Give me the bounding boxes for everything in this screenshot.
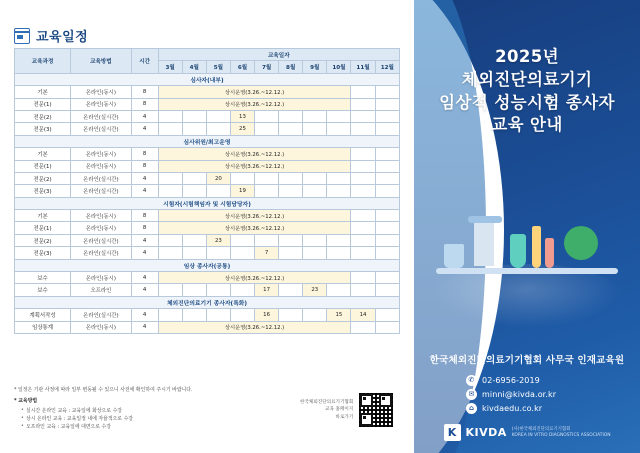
empty-cell	[351, 110, 375, 122]
hours-cell: 4	[131, 172, 158, 184]
hours-cell: 4	[131, 247, 158, 259]
hours-cell: 4	[131, 284, 158, 296]
empty-cell	[351, 160, 375, 172]
table-row	[15, 185, 400, 197]
empty-cell	[375, 86, 399, 98]
empty-cell	[206, 123, 230, 135]
table-row	[15, 247, 400, 259]
empty-cell	[375, 234, 399, 246]
empty-cell	[255, 172, 279, 184]
empty-cell	[182, 284, 206, 296]
contact-text: minni@kivda.or.kr	[482, 390, 557, 399]
empty-cell	[375, 210, 399, 222]
table-row	[15, 210, 400, 222]
kivda-name: KIVDA	[465, 426, 507, 439]
section-title: 심사위원/최고운영	[15, 135, 400, 147]
empty-cell	[351, 98, 375, 110]
empty-cell	[303, 309, 327, 321]
qr-caption-line: 교육 홈페이지	[325, 407, 354, 413]
empty-cell	[375, 185, 399, 197]
contact-block	[414, 352, 640, 417]
footnote-title: * 교육방법	[14, 398, 38, 405]
col-dates-group: 교육일자	[158, 49, 399, 61]
empty-cell	[375, 123, 399, 135]
cover-title-line-3: 임상적 성능시험 종사자	[439, 92, 615, 112]
course-cell: 보수	[15, 284, 71, 296]
qr-caption	[300, 399, 353, 420]
table-body	[15, 73, 400, 333]
hours-cell: 4	[131, 110, 158, 122]
section-title: 심사자(내부)	[15, 73, 400, 85]
kivda-mark-icon: K	[444, 424, 461, 441]
empty-cell	[351, 148, 375, 160]
hours-cell: 4	[131, 321, 158, 333]
date-cell: 13	[230, 110, 254, 122]
col-course: 교육과정	[15, 49, 71, 74]
table-row	[15, 86, 400, 98]
course-cell: 계획서작성	[15, 309, 71, 321]
table-row	[15, 272, 400, 284]
empty-cell	[279, 284, 303, 296]
empty-cell	[182, 185, 206, 197]
date-cell: 16	[255, 309, 279, 321]
course-cell: 임상통계	[15, 321, 71, 333]
month-header-5: 7월	[255, 61, 279, 73]
contact-line[interactable]	[466, 403, 640, 414]
hours-cell: 8	[131, 148, 158, 160]
qr-block[interactable]	[300, 392, 394, 428]
section-title: 체외진단의료기기 종사자(특화)	[15, 296, 400, 308]
date-cell: 23	[206, 234, 230, 246]
contact-lines	[414, 375, 640, 414]
method-cell: 온라인(동시)	[71, 272, 132, 284]
cover-title-line-1: 2025년	[495, 47, 559, 66]
month-header-1: 3월	[158, 61, 182, 73]
date-cell: 17	[255, 284, 279, 296]
empty-cell	[182, 123, 206, 135]
table-row	[15, 234, 400, 246]
contact-text: 02-6956-2019	[482, 376, 540, 385]
table-head	[15, 49, 400, 74]
method-cell: 온라인(실시간)	[71, 172, 132, 184]
empty-cell	[158, 234, 182, 246]
hours-cell: 8	[131, 86, 158, 98]
hours-cell: 4	[131, 272, 158, 284]
month-header-7: 9월	[303, 61, 327, 73]
month-header-8: 10월	[327, 61, 351, 73]
date-cell: 15	[327, 309, 351, 321]
empty-cell	[158, 309, 182, 321]
col-method: 교육방법	[71, 49, 132, 74]
method-cell: 온라인(실시간)	[71, 185, 132, 197]
cover-panel	[414, 0, 640, 453]
empty-cell	[375, 309, 399, 321]
qr-eye	[379, 394, 392, 407]
tube-shape	[545, 238, 554, 268]
empty-cell	[303, 247, 327, 259]
empty-cell	[230, 309, 254, 321]
col-hours: 시간	[131, 49, 158, 74]
table-row	[15, 148, 400, 160]
kivda-subtitle	[512, 427, 611, 438]
month-header-9: 11월	[351, 61, 375, 73]
empty-cell	[327, 247, 351, 259]
empty-cell	[182, 309, 206, 321]
table-row	[15, 110, 400, 122]
hours-cell: 8	[131, 160, 158, 172]
method-cell: 온라인(동시)	[71, 148, 132, 160]
empty-cell	[255, 185, 279, 197]
course-cell: 기본	[15, 86, 71, 98]
empty-cell	[375, 148, 399, 160]
empty-cell	[303, 123, 327, 135]
section-row	[15, 73, 400, 85]
method-cell: 온라인(실시간)	[71, 309, 132, 321]
hours-cell: 4	[131, 123, 158, 135]
empty-cell	[351, 210, 375, 222]
schedule-header	[14, 26, 88, 45]
method-cell: 온라인(동시)	[71, 321, 132, 333]
mail-icon: ✉	[466, 389, 477, 400]
course-cell: 전문(2)	[15, 172, 71, 184]
molecule-shape	[564, 226, 598, 260]
method-cell: 온라인(동시)	[71, 222, 132, 234]
empty-cell	[279, 185, 303, 197]
empty-cell	[375, 272, 399, 284]
course-cell: 기본	[15, 148, 71, 160]
course-cell: 전문(3)	[15, 123, 71, 135]
cover-title-line-4: 교육 안내	[491, 115, 563, 135]
empty-cell	[230, 284, 254, 296]
table-row	[15, 160, 400, 172]
calendar-icon	[14, 28, 30, 44]
empty-cell	[279, 123, 303, 135]
date-cell: 7	[255, 247, 279, 259]
course-cell: 기본	[15, 210, 71, 222]
empty-cell	[327, 284, 351, 296]
month-header-10: 12월	[375, 61, 399, 73]
empty-cell	[351, 247, 375, 259]
microscope-shape	[474, 220, 494, 266]
tube-shape	[532, 226, 541, 268]
empty-cell	[206, 284, 230, 296]
empty-cell	[230, 247, 254, 259]
footnote-list	[14, 407, 264, 431]
table-row	[15, 321, 400, 333]
empty-cell	[279, 247, 303, 259]
empty-cell	[279, 110, 303, 122]
empty-cell	[375, 172, 399, 184]
cover-title	[414, 46, 640, 137]
method-cell: 온라인(실시간)	[71, 234, 132, 246]
month-header-4: 6월	[230, 61, 254, 73]
method-cell: 오프라인	[71, 284, 132, 296]
empty-cell	[303, 234, 327, 246]
empty-cell	[375, 222, 399, 234]
empty-cell	[351, 234, 375, 246]
schedule-table	[14, 48, 400, 334]
empty-cell	[158, 172, 182, 184]
microscope-arm	[468, 216, 502, 223]
empty-cell	[303, 185, 327, 197]
empty-cell	[303, 172, 327, 184]
empty-cell	[351, 185, 375, 197]
empty-cell	[255, 110, 279, 122]
empty-cell	[375, 247, 399, 259]
empty-cell	[279, 234, 303, 246]
empty-cell	[158, 284, 182, 296]
qr-code-icon[interactable]	[358, 392, 394, 428]
empty-cell	[351, 86, 375, 98]
organization-name: 한국체외진단의료기기협회 사무국 인재교육원	[429, 355, 625, 366]
empty-cell	[182, 234, 206, 246]
course-cell: 보수	[15, 272, 71, 284]
course-cell: 전문(1)	[15, 160, 71, 172]
method-cell: 온라인(동시)	[71, 160, 132, 172]
empty-cell	[279, 309, 303, 321]
footnote-item: • 상시 온라인 교육 : 교육일정 내에 자율적으로 수강	[21, 415, 264, 423]
empty-cell	[351, 172, 375, 184]
method-cell: 온라인(실시간)	[71, 247, 132, 259]
flask-shape	[510, 234, 526, 268]
empty-cell	[375, 321, 399, 333]
kivda-logo	[414, 424, 640, 441]
contact-line[interactable]	[466, 389, 640, 400]
course-cell: 전문(1)	[15, 222, 71, 234]
section-row	[15, 259, 400, 271]
footnote-notice: * 일정은 기관 사정에 따라 일부 변동될 수 있으니 사전에 확인하여 주시기 바랍니다.	[14, 387, 193, 393]
empty-cell	[375, 284, 399, 296]
table-row	[15, 222, 400, 234]
beaker-shape	[444, 244, 464, 268]
footnote-item: • 실시간 온라인 교육 : 교육일에 화상으로 수강	[21, 407, 264, 415]
table-row	[15, 284, 400, 296]
availability-note: 상시운영(3.26.~12.12.)	[158, 210, 351, 222]
empty-cell	[375, 160, 399, 172]
kivda-subtitle-line: (사)한국체외진단의료기기협회	[511, 426, 571, 432]
date-cell: 20	[206, 172, 230, 184]
qr-caption-line: 바로가기	[335, 414, 354, 420]
empty-cell	[206, 247, 230, 259]
empty-cell	[255, 234, 279, 246]
method-cell: 온라인(동시)	[71, 210, 132, 222]
empty-cell	[206, 309, 230, 321]
course-cell: 전문(3)	[15, 185, 71, 197]
empty-cell	[182, 110, 206, 122]
hours-cell: 8	[131, 210, 158, 222]
empty-cell	[303, 110, 327, 122]
empty-cell	[158, 247, 182, 259]
method-cell: 온라인(실시간)	[71, 123, 132, 135]
hours-cell: 4	[131, 234, 158, 246]
empty-cell	[158, 185, 182, 197]
table-row	[15, 98, 400, 110]
empty-cell	[230, 234, 254, 246]
contact-line[interactable]	[466, 375, 640, 386]
method-cell: 온라인(동시)	[71, 98, 132, 110]
section-title: 시험자(시험책임자 및 시험담당자)	[15, 197, 400, 209]
empty-cell	[158, 110, 182, 122]
hours-cell: 4	[131, 309, 158, 321]
globe-icon: ⌂	[466, 403, 477, 414]
course-cell: 전문(2)	[15, 234, 71, 246]
method-cell: 온라인(실시간)	[71, 110, 132, 122]
footnotes	[14, 386, 264, 431]
section-title: 임상 종사자(공통)	[15, 259, 400, 271]
availability-note: 상시운영(3.26.~12.12.)	[158, 272, 351, 284]
empty-cell	[351, 321, 375, 333]
date-cell: 23	[303, 284, 327, 296]
footnote-item: • 오프라인 교육 : 교육일에 대면으로 수강	[21, 423, 264, 431]
table-row	[15, 309, 400, 321]
qr-eye	[360, 413, 373, 426]
qr-caption-line: 한국체외진단의료기기협회	[300, 400, 354, 406]
empty-cell	[279, 172, 303, 184]
empty-cell	[255, 123, 279, 135]
qr-eye	[360, 394, 373, 407]
empty-cell	[351, 222, 375, 234]
bench-shape	[436, 268, 618, 274]
empty-cell	[351, 272, 375, 284]
empty-cell	[351, 123, 375, 135]
empty-cell	[206, 110, 230, 122]
phone-icon: ✆	[466, 375, 477, 386]
empty-cell	[375, 98, 399, 110]
empty-cell	[327, 185, 351, 197]
date-cell: 14	[351, 309, 375, 321]
course-cell: 전문(2)	[15, 110, 71, 122]
availability-note: 상시운영(3.26.~12.12.)	[158, 98, 351, 110]
page-title: 교육일정	[36, 30, 89, 45]
lab-illustration	[414, 186, 640, 344]
table-row	[15, 172, 400, 184]
empty-cell	[327, 123, 351, 135]
availability-note: 상시운영(3.26.~12.12.)	[158, 148, 351, 160]
hours-cell: 8	[131, 98, 158, 110]
date-cell: 25	[230, 123, 254, 135]
empty-cell	[230, 172, 254, 184]
section-row	[15, 296, 400, 308]
contact-text: kivdaedu.co.kr	[482, 404, 543, 413]
course-cell: 전문(1)	[15, 98, 71, 110]
empty-cell	[327, 172, 351, 184]
kivda-subtitle-line: KOREA IN VITRO DIAGNOSTICS ASSOCIATION	[511, 432, 611, 438]
hours-cell: 8	[131, 222, 158, 234]
empty-cell	[158, 123, 182, 135]
method-cell: 온라인(동시)	[71, 86, 132, 98]
empty-cell	[351, 284, 375, 296]
month-header-3: 5월	[206, 61, 230, 73]
cover-title-line-2: 체외진단의료기기	[461, 69, 593, 89]
availability-note: 상시운영(3.26.~12.12.)	[158, 86, 351, 98]
section-row	[15, 197, 400, 209]
empty-cell	[327, 110, 351, 122]
availability-note: 상시운영(3.26.~12.12.)	[158, 160, 351, 172]
empty-cell	[375, 110, 399, 122]
availability-note: 상시운영(3.26.~12.12.)	[158, 321, 351, 333]
date-cell: 19	[230, 185, 254, 197]
empty-cell	[206, 185, 230, 197]
availability-note: 상시운영(3.26.~12.12.)	[158, 222, 351, 234]
month-header-6: 8월	[279, 61, 303, 73]
empty-cell	[182, 172, 206, 184]
hours-cell: 4	[131, 185, 158, 197]
empty-cell	[182, 247, 206, 259]
section-row	[15, 135, 400, 147]
course-cell: 전문(3)	[15, 247, 71, 259]
empty-cell	[327, 234, 351, 246]
month-header-2: 4월	[182, 61, 206, 73]
table-row	[15, 123, 400, 135]
